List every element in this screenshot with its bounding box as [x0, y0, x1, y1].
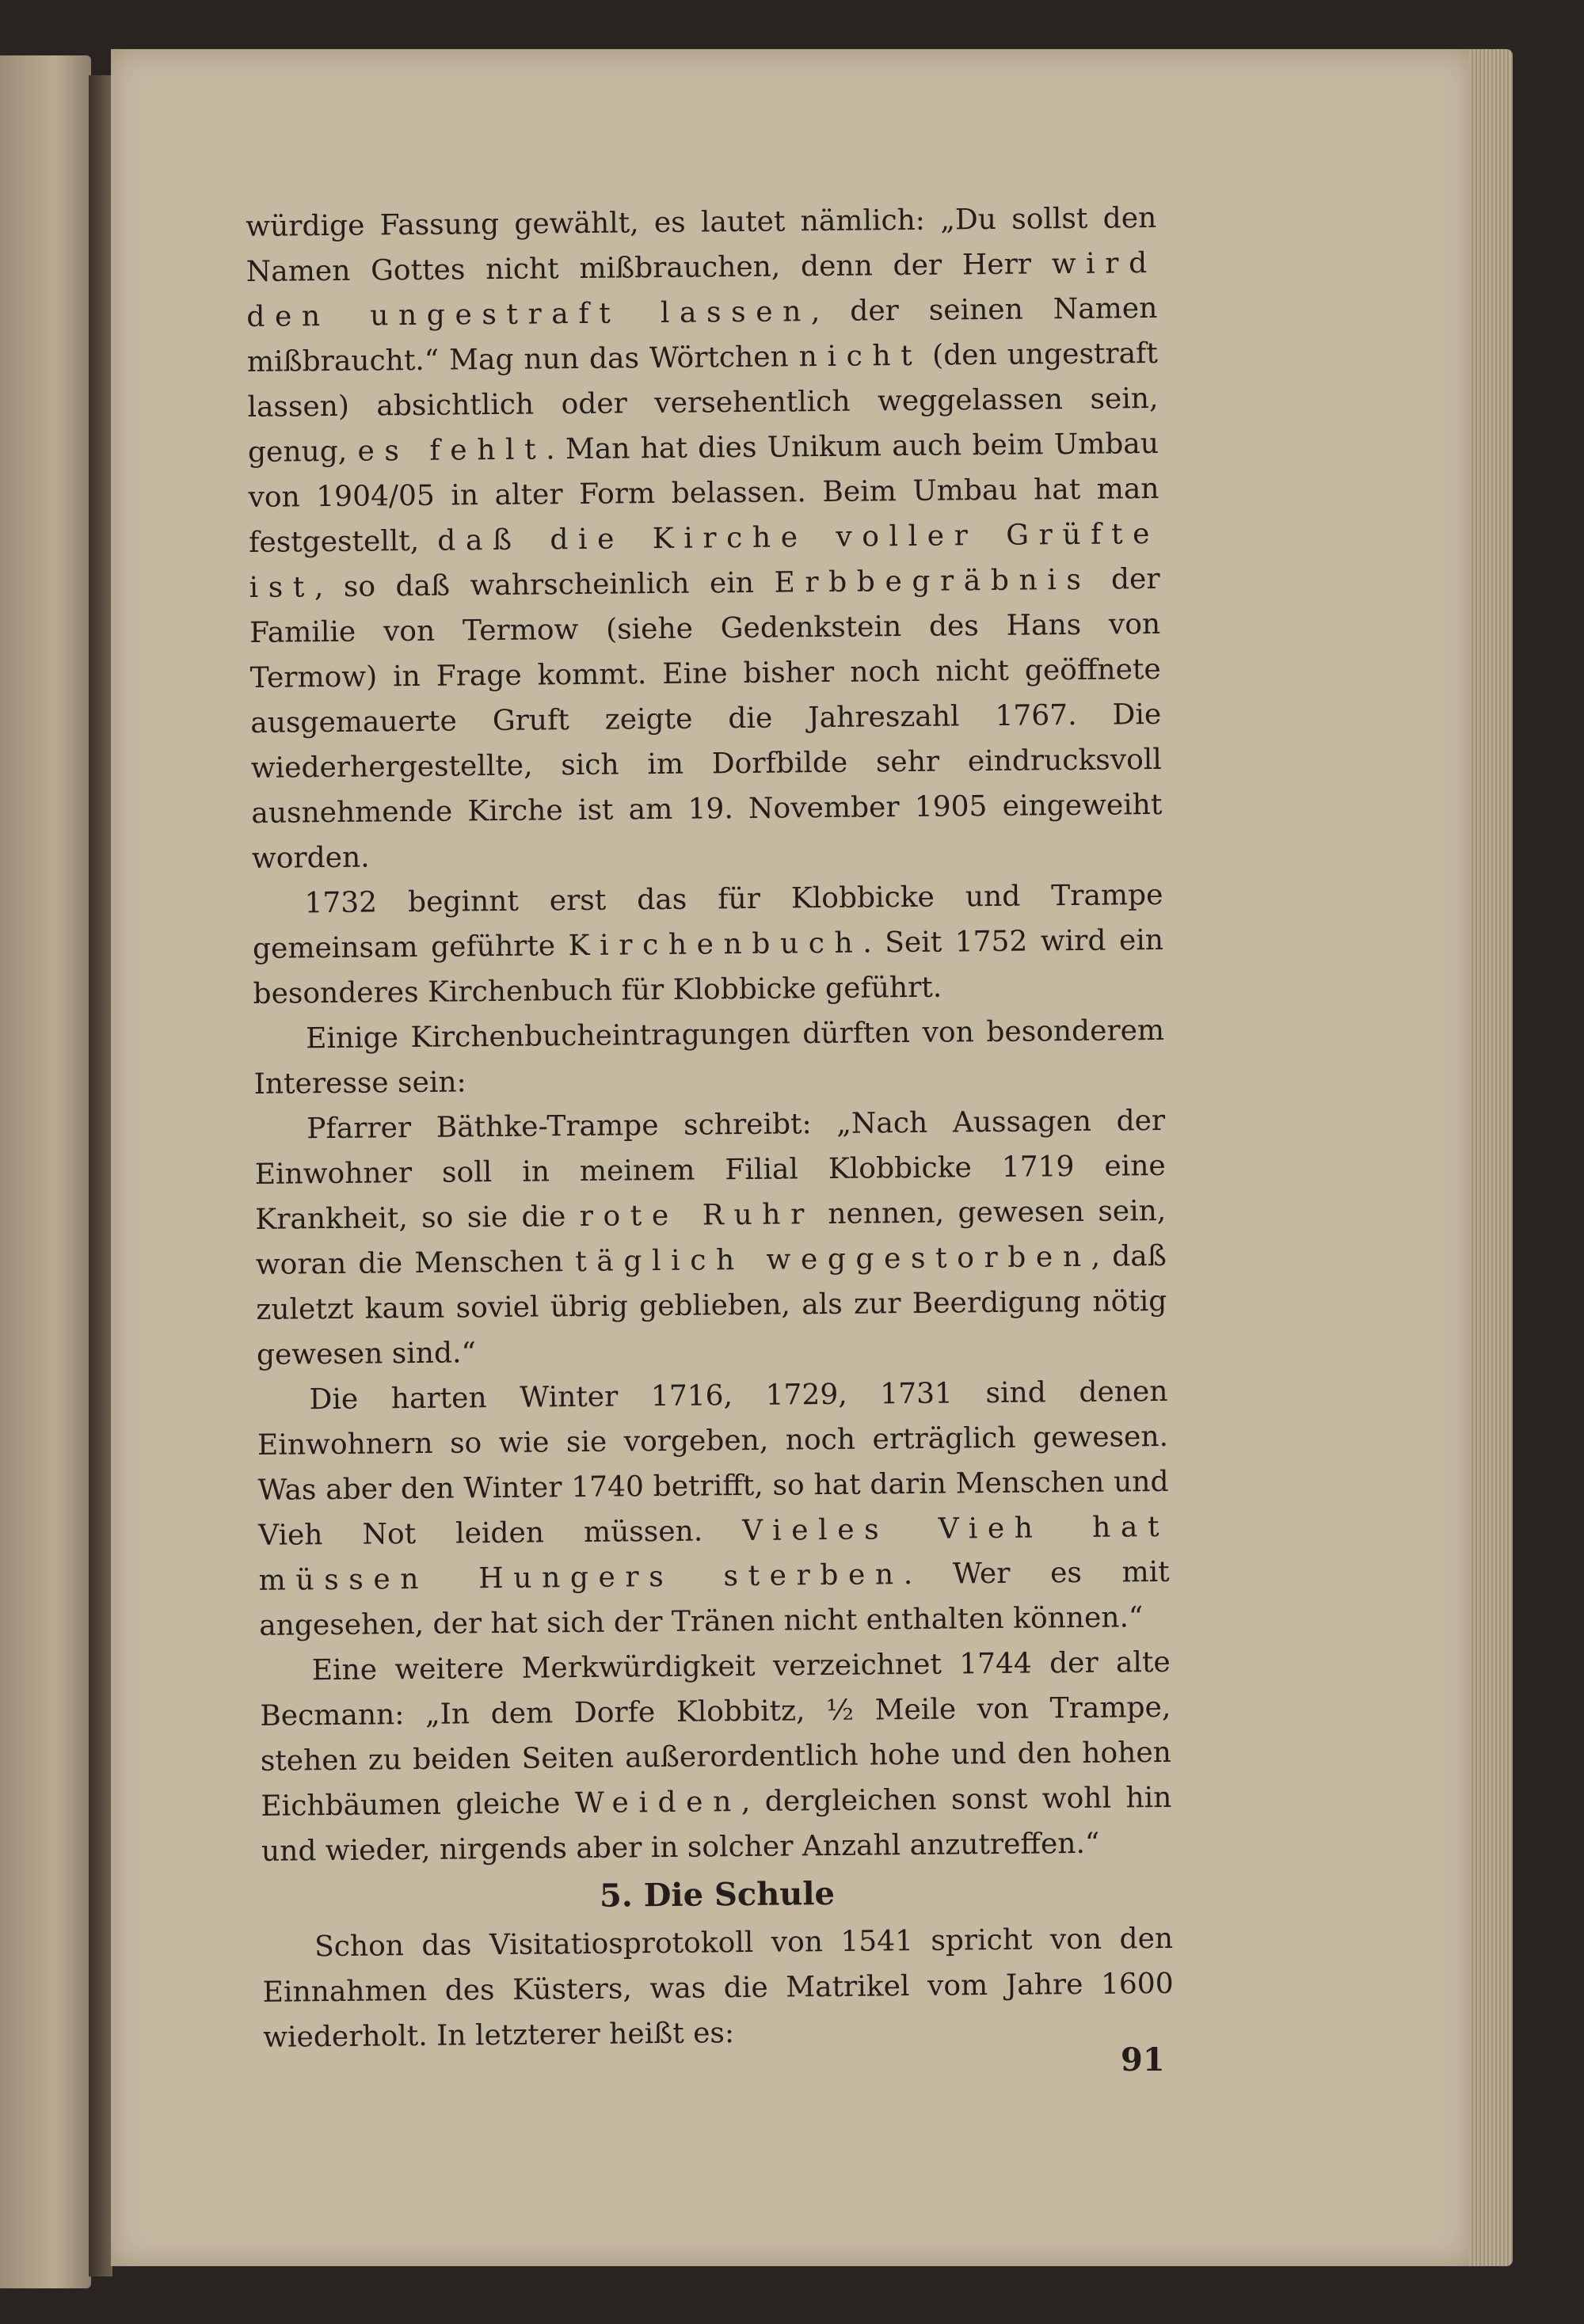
- paragraphs-section: [246, 196, 1172, 1874]
- page-stack-edge: [1469, 49, 1513, 2266]
- paragraph: [254, 1098, 1167, 1378]
- paragraphs-section-after: [262, 1916, 1175, 2060]
- emphasized-text: daß die Kirche voller Grüfte ist: [249, 517, 1160, 604]
- text-run: Pfarrer Bäthke-Trampe schreibt: „Nach Aussagen der Einwohner soll in meinem Filial Klobbicke 1719 eine Krankheit, so sie die: [254, 1104, 1166, 1236]
- paragraph: [257, 1369, 1170, 1649]
- text-run: , dergleichen sonst wohl hin und wieder, nirgends aber in solcher Anzahl anzutreffen.“: [261, 1781, 1172, 1868]
- page-number: 91: [1121, 2041, 1165, 2079]
- text-run: der Familie von Termow (siehe Gedenkstein des Hans von Termow) in Frage kommt. Eine bisher noch nicht geöffnete ausgemauerte Gruft zeigte die Jahreszahl 1767. Die wiederhergestellte, sich im Dorfbilde sehr eindrucksvoll ausnehmende Kirche ist am 19. November 1905 eingeweiht worden.: [249, 562, 1163, 875]
- text-run: (den ungestraft lassen) absichtlich oder versehentlich weggelassen sein, genug,: [247, 337, 1159, 469]
- paragraph: [246, 196, 1163, 881]
- text-run: Eine weitere Merkwürdigkeit verzeichnet 1744 der alte Becmann: „In dem Dorfe Klobbitz, ½ Meile von Trampe, stehen zu beiden Seiten außerordentlich hohe und den hohen Eichbäumen gleiche: [260, 1645, 1172, 1823]
- paragraph: [252, 873, 1164, 1017]
- text-run: , so daß wahrscheinlich ein: [314, 566, 775, 604]
- emphasized-text: es fehlt: [357, 433, 546, 468]
- emphasized-text: rote Ruhr: [579, 1198, 815, 1234]
- emphasized-text: wird den ungestraft lassen: [246, 246, 1157, 333]
- text-run: Die harten Winter 1716, 1729, 1731 sind denen Einwohnern so wie sie vorgeben, noch erträglich gewesen. Was aber den Winter 1740 betrifft, so hat darin Menschen und Vieh Not leiden müssen.: [257, 1375, 1169, 1552]
- text-run: Einige Kirchenbucheintragungen dürften von besonderem Interesse sein:: [253, 1014, 1165, 1101]
- text-run: . Seit 1752 wird ein besonderes Kirchenbuch für Klobbicke geführt.: [253, 923, 1164, 1010]
- text-run: nennen, gewesen sein, woran die Menschen: [255, 1194, 1167, 1281]
- section-heading: 5. Die Schule: [599, 1874, 836, 1915]
- previous-page-edge: [0, 55, 91, 2288]
- text-run: . Man hat dies Unikum auch beim Umbau von 1904/05 in alter Form belassen. Beim Umbau hat man festgestellt,: [248, 427, 1159, 559]
- text-run: Schon das Visitatiosprotokoll von 1541 spricht von den Einnahmen des Küsters, was die Matrikel vom Jahre 1600 wiederholt. In letzterer heißt es:: [262, 1922, 1174, 2054]
- emphasized-text: Kirchenbuch: [568, 926, 863, 963]
- emphasized-text: Vieles Vieh hat müssen Hungers sterben: [258, 1510, 1170, 1597]
- paragraph: [262, 1916, 1175, 2060]
- paragraph: [260, 1640, 1173, 1874]
- emphasized-text: Weiden: [574, 1786, 742, 1820]
- text-run: 1732 beginnt erst das für Klobbicke und Trampe gemeinsam geführte: [252, 878, 1163, 965]
- text-run: , daß zuletzt kaum soviel übrig geblieben, als zur Beerdigung nötig gewesen sind.“: [256, 1239, 1167, 1371]
- emphasized-text: täglich weggestorben: [575, 1240, 1091, 1279]
- emphasized-text: nicht: [798, 339, 923, 374]
- text-run: , der seinen Namen mißbraucht.“ Mag nun das Wörtchen: [246, 291, 1158, 378]
- text-run: würdige Fassung gewählt, es lautet nämlich: „Du sollst den Namen Gottes nicht mißbrauchen, denn der Herr: [246, 201, 1157, 288]
- book-gutter: [89, 75, 112, 2276]
- body-text: [246, 196, 1174, 2060]
- paragraph: [253, 1008, 1165, 1107]
- emphasized-text: Erbbegräbnis: [774, 563, 1091, 599]
- text-run: . Wer es mit angesehen, der hat sich der Tränen nicht enthalten können.“: [259, 1555, 1170, 1642]
